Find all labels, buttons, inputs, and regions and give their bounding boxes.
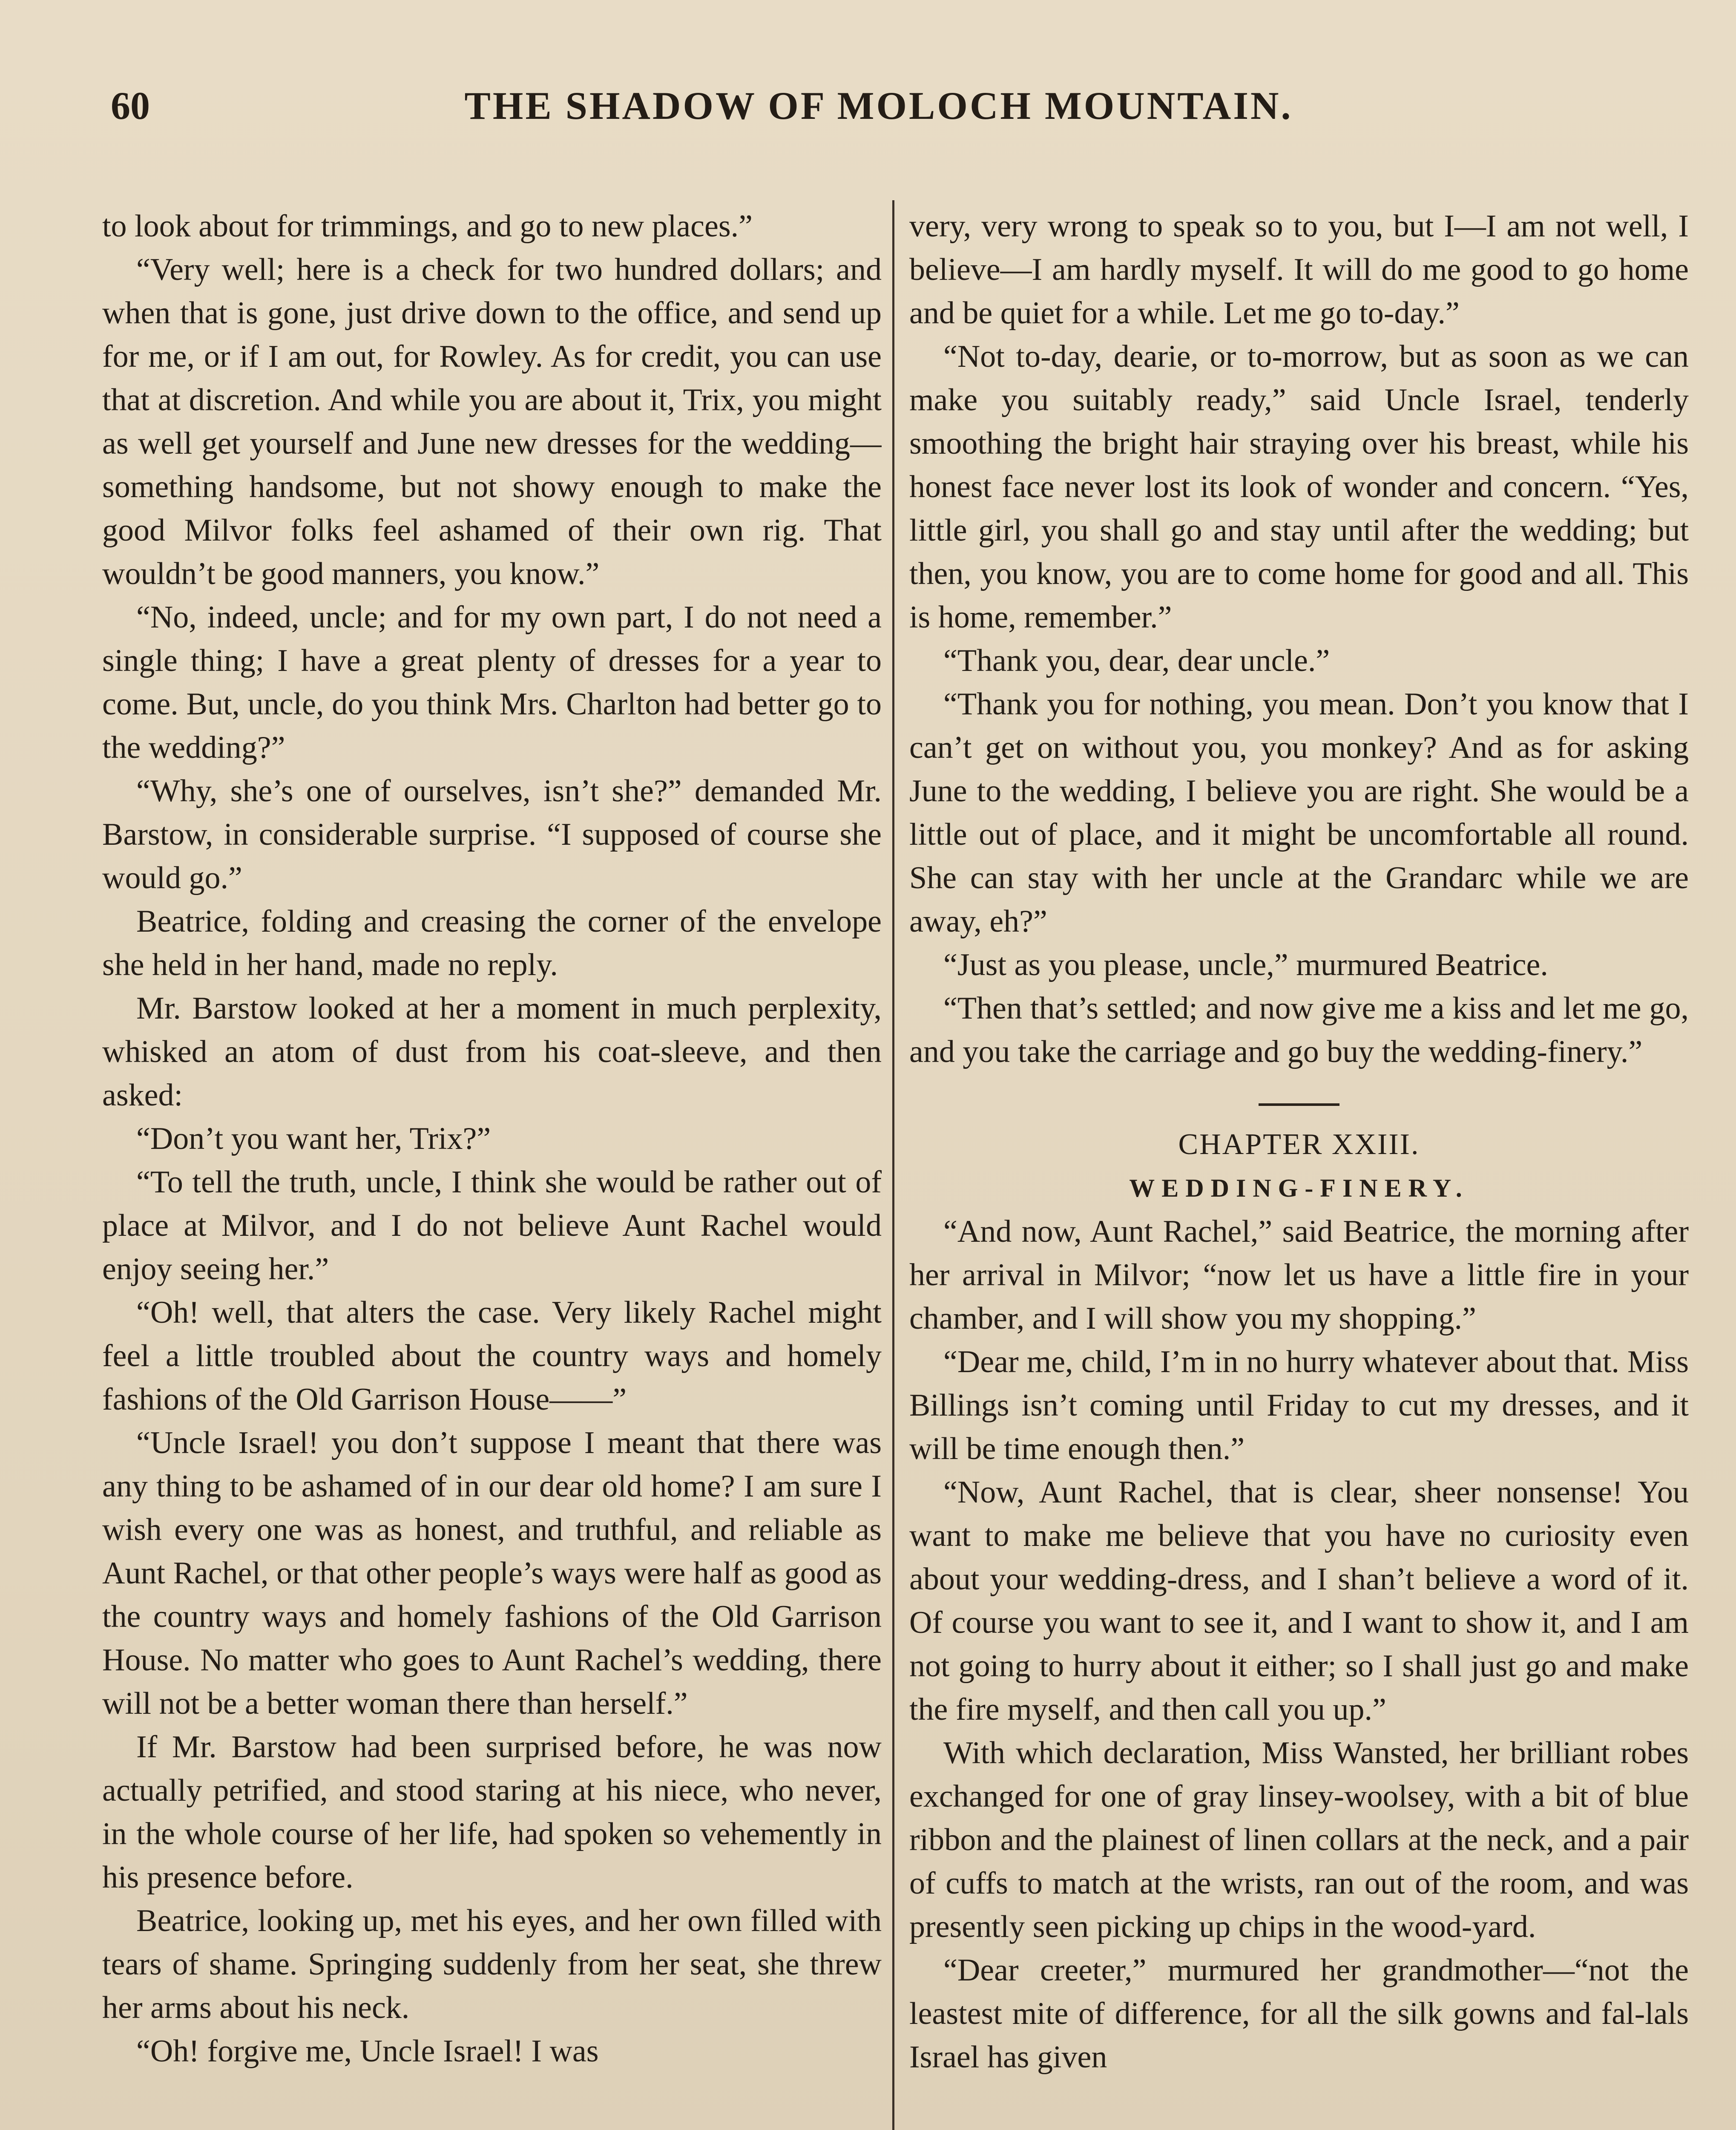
paragraph: If Mr. Barstow had been surprised before, he was now actually petrified, and stood staring at his niece, who never, in the whole course of her life, had spoken so vehemently in his presence before.: [102, 1730, 882, 1895]
paragraph: “Not to-day, dearie, or to-morrow, but as soon as we can make you suitably ready,” said Uncle Israel, tenderly smoothing the bright hair straying over his breast, while his honest face never lost its look of wonder and concern. “Yes, little girl, you shall go and stay until after the wedding; but then, you know, you are to come home for good and all. This is home, remember.”: [909, 339, 1689, 635]
paragraph: With which declaration, Miss Wansted, her brilliant robes exchanged for one of gray linsey-woolsey, with a bit of blue ribbon and the plainest of linen collars at the neck, and a pair of cuffs to match at the wrists, ran out of the room, and was presently seen picking up chips in the wood-yard.: [909, 1736, 1689, 1944]
chapter-rule: [1259, 1103, 1339, 1106]
paragraph: Beatrice, folding and creasing the corner of the envelope she held in her hand, made no reply.: [102, 904, 882, 982]
right-column: [909, 204, 1689, 2130]
paragraph: very, very wrong to speak so to you, but I—I am not well, I believe—I am hardly myself. It will do me good to go home and be quiet for a while. Let me go to-day.”: [909, 209, 1689, 331]
paragraph: “Thank you for nothing, you mean. Don’t you know that I can’t get on without you, you monkey? And as for asking June to the wedding, I believe you are right. She would be a little out of place, and it might be uncomfortable all round. She can stay with her uncle at the Grandarc while we are away, eh?”: [909, 687, 1689, 939]
paragraph: “Uncle Israel! you don’t suppose I meant that there was any thing to be ashamed of in our dear old home? I am sure I wish every one was as honest, and truthful, and reliable as Aunt Rachel, or that other people’s ways were half as good as the country ways and homely fashions of the Old Garrison House. No matter who goes to Aunt Rachel’s wedding, there will not be a better woman there than herself.”: [102, 1425, 882, 1721]
paragraph: “Why, she’s one of ourselves, isn’t she?” demanded Mr. Barstow, in considerable surprise. “I supposed of course she would go.”: [102, 774, 882, 895]
paragraph: “Oh! forgive me, Uncle Israel! I was: [136, 2034, 599, 2069]
page-header: [98, 75, 1659, 143]
paragraph: Beatrice, looking up, met his eyes, and her own filled with tears of shame. Springing suddenly from her seat, she threw her arms about his neck.: [102, 1903, 882, 2025]
paragraph: “No, indeed, uncle; and for my own part, I do not need a single thing; I have a great plenty of dresses for a year to come. But, uncle, do you think Mrs. Charlton had better go to the wedding?”: [102, 600, 882, 765]
paragraph: Mr. Barstow looked at her a moment in much perplexity, whisked an atom of dust from his coat-sleeve, and then asked:: [102, 991, 882, 1113]
paragraph: “Just as you please, uncle,” murmured Beatrice.: [943, 947, 1548, 982]
paragraph: to look about for trimmings, and go to new places.”: [102, 209, 753, 244]
paragraph: “Then that’s settled; and now give me a kiss and let me go, and you take the carriage and go buy the wedding-finery.”: [909, 991, 1689, 1069]
paragraph: “Very well; here is a check for two hundred dollars; and when that is gone, just drive down to the office, and send up for me, or if I am out, for Rowley. As for credit, you can use that at discretion. And while you are about it, Trix, you might as well get yourself and June new dresses for the wedding—something handsome, but not showy enough to make the good Milvor folks feel ashamed of their own rig. That wouldn’t be good manners, you know.”: [102, 252, 882, 591]
page-number: 60: [111, 84, 150, 127]
paragraph: “Oh! well, that alters the case. Very likely Rachel might feel a little troubled about the country ways and homely fashions of the Old Garrison House——”: [102, 1295, 882, 1417]
paragraph: “Dear creeter,” murmured her grandmother—“not the leastest mite of difference, for all the silk gowns and fal-lals Israel has given: [909, 1953, 1689, 2075]
paragraph: “And now, Aunt Rachel,” said Beatrice, the morning after her arrival in Milvor; “now let us have a little fire in your chamber, and I will show you my shopping.”: [909, 1214, 1689, 1336]
paragraph: “Now, Aunt Rachel, that is clear, sheer nonsense! You want to make me believe that you have no curiosity even about your wedding-dress, and I shan’t believe a word of it. Of course you want to see it, and I want to show it, and I am not going to hurry about it either; so I shall just go and make the fire myself, and then call you up.”: [909, 1475, 1689, 1727]
paragraph: “Dear me, child, I’m in no hurry whatever about that. Miss Billings isn’t coming until Friday to cut my dresses, and it will be time enough then.”: [909, 1344, 1689, 1466]
chapter-heading: CHAPTER XXIII.: [1178, 1128, 1420, 1161]
left-column: [102, 204, 882, 2130]
running-title: THE SHADOW OF MOLOCH MOUNTAIN.: [464, 84, 1293, 127]
column-divider: [892, 200, 894, 2130]
paragraph: “To tell the truth, uncle, I think she would be rather out of place at Milvor, and I do not believe Aunt Rachel would enjoy seeing her.”: [102, 1165, 882, 1287]
paragraph: “Thank you, dear, dear uncle.”: [943, 643, 1330, 678]
paragraph: “Don’t you want her, Trix?”: [136, 1121, 491, 1156]
chapter-title: WEDDING-FINERY.: [1129, 1174, 1469, 1202]
